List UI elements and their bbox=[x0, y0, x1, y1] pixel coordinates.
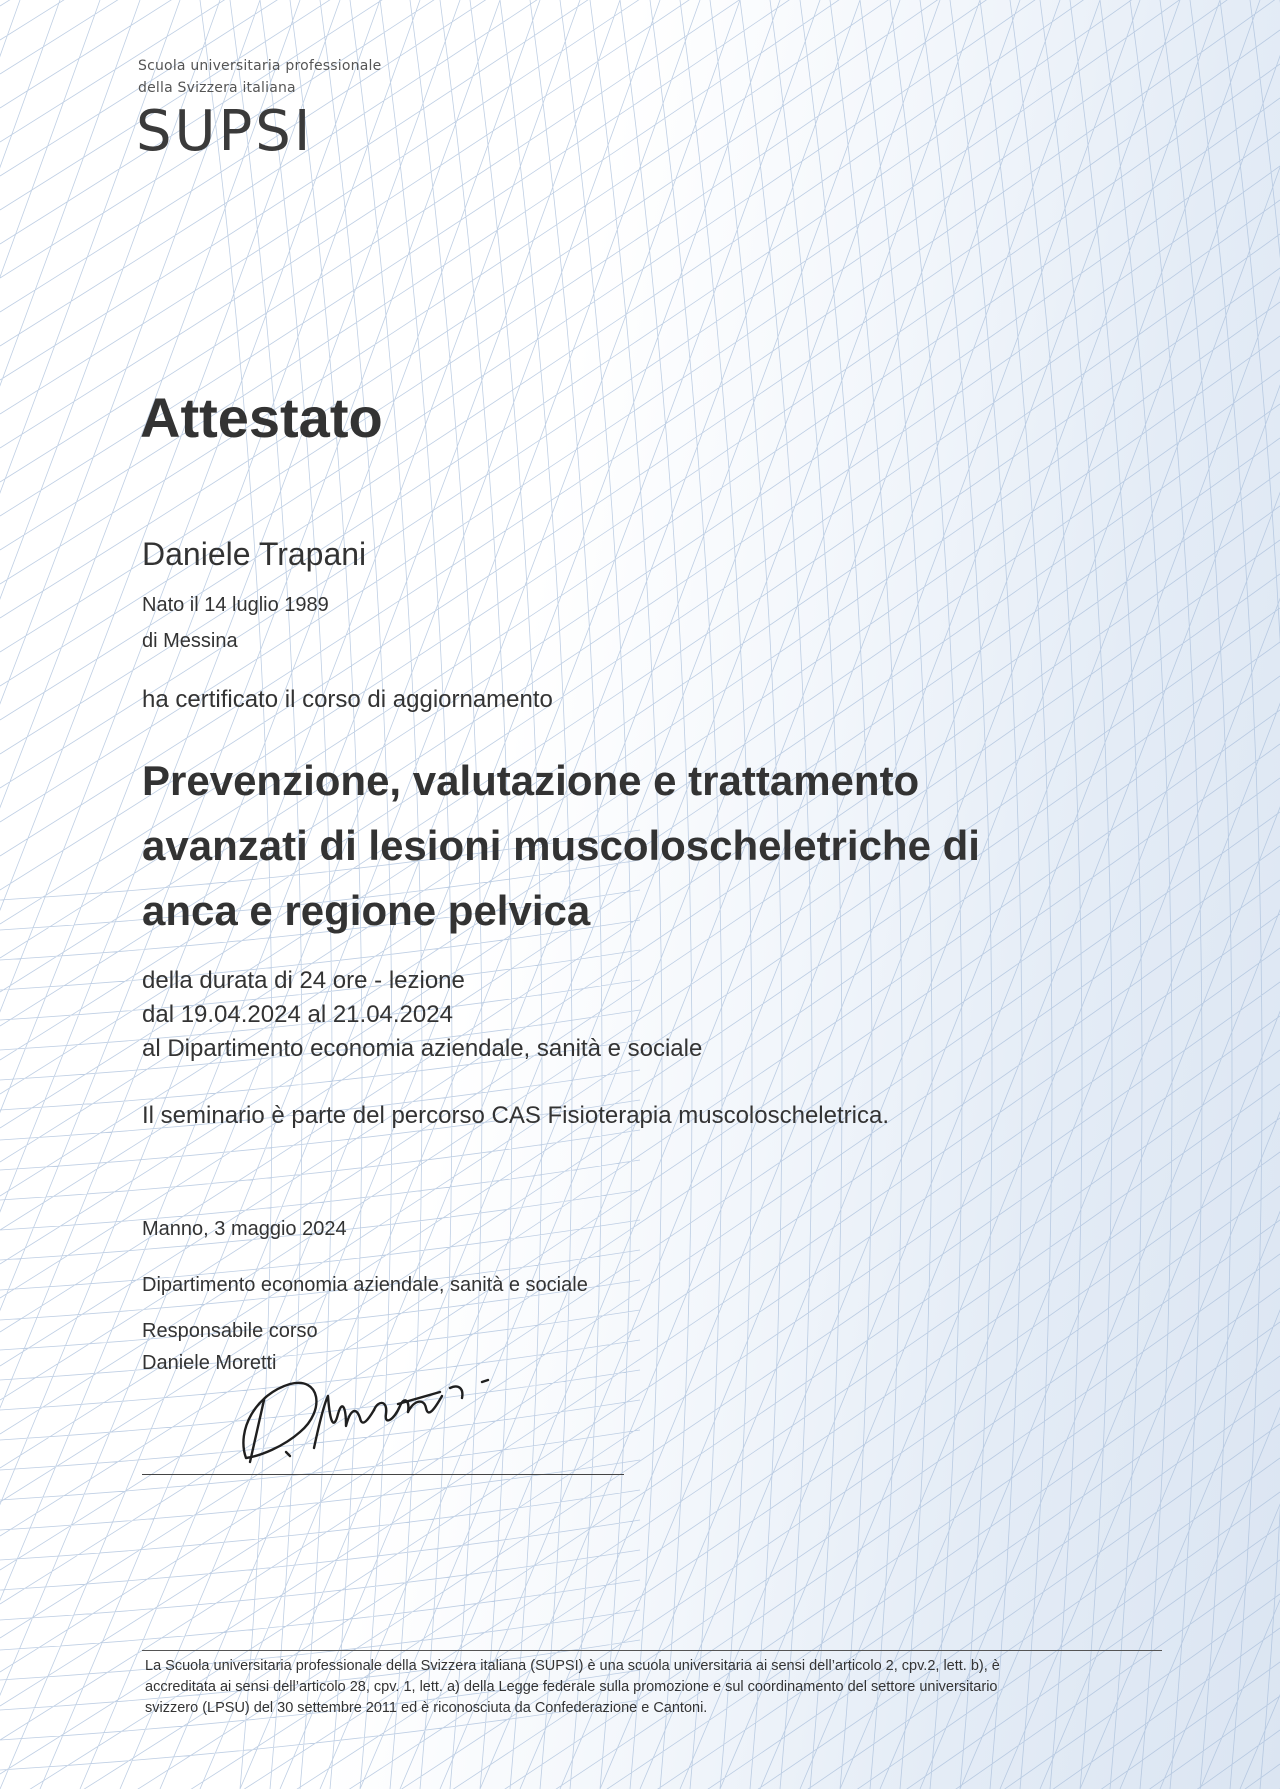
recipient-name: Daniele Trapani bbox=[142, 536, 367, 572]
signature-department: Dipartimento economia aziendale, sanità e sociale bbox=[142, 1274, 588, 1296]
signer-role: Responsabile corso bbox=[142, 1320, 318, 1342]
signature-line bbox=[142, 1474, 624, 1475]
program-line: Il seminario è parte del percorso CAS Fisioterapia muscoloscheletrica. bbox=[142, 1102, 889, 1129]
place-date: Manno, 3 maggio 2024 bbox=[142, 1218, 347, 1240]
footer-line: accreditata ai sensi dell’articolo 28, cpv. 1, lett. a) della Legge federale sulla promozione e sul coordinamento del settore universitario bbox=[145, 1679, 998, 1695]
certificate-title: Attestato bbox=[140, 386, 383, 449]
birth-line: Nato il 14 luglio 1989 bbox=[142, 594, 329, 616]
footer-line: svizzero (LPSU) del 30 settembre 2011 ed è riconosciuta da Confederazione e Cantoni. bbox=[145, 1700, 708, 1716]
course-title bbox=[142, 748, 1142, 943]
duration-line: della durata di 24 ore - lezione bbox=[142, 967, 465, 994]
footer-line: La Scuola universitaria professionale della Svizzera italiana (SUPSI) è una scuola universitaria ai sensi dell’articolo 2, cpv.2, lett. b), è bbox=[145, 1658, 1000, 1674]
course-title-line: avanzati di lesioni muscoloscheletriche di bbox=[142, 822, 980, 869]
course-title-line: Prevenzione, valutazione e trattamento bbox=[142, 757, 920, 804]
signer-name: Daniele Moretti bbox=[142, 1352, 277, 1374]
intro-line: ha certificato il corso di aggiornamento bbox=[142, 686, 553, 713]
handwritten-signature bbox=[228, 1370, 528, 1470]
logo-subtitle-line1: Scuola universitaria professionale bbox=[138, 58, 382, 74]
logo-subtitle-line2: della Svizzera italiana bbox=[138, 80, 296, 96]
legal-footer bbox=[145, 1656, 1145, 1719]
dates-line: dal 19.04.2024 al 21.04.2024 bbox=[142, 1001, 453, 1028]
footer-divider bbox=[142, 1650, 1162, 1651]
department-line: al Dipartimento economia aziendale, sanità e sociale bbox=[142, 1035, 703, 1062]
origin-line: di Messina bbox=[142, 630, 238, 652]
course-title-line: anca e regione pelvica bbox=[142, 887, 591, 934]
supsi-logo: SUPSI bbox=[136, 99, 314, 164]
